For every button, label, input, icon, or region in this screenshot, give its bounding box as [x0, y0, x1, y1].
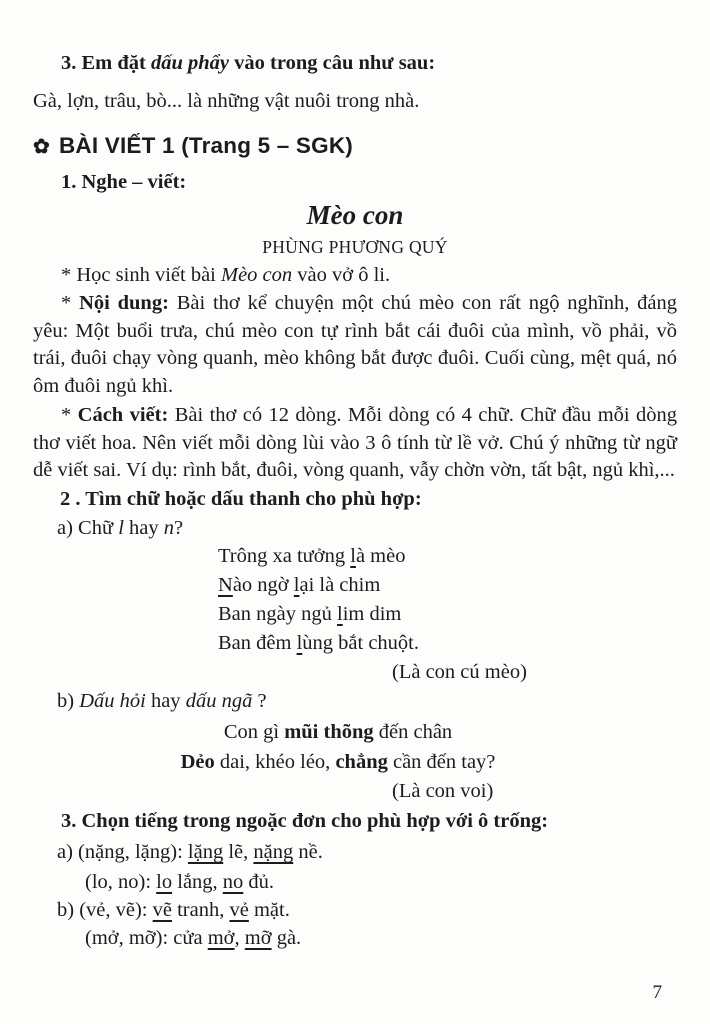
section-title: BÀI VIẾT 1 (Trang 5 – SGK): [58, 133, 353, 158]
italic-text: dấu phẩy: [150, 52, 230, 74]
task3-label: 3. Chọn tiếng trong ngoặc đơn cho phù hợp với ô trống:: [61, 809, 549, 832]
task2a-answer: (Là con cú mèo): [392, 660, 527, 683]
text: * Học sinh viết bài: [61, 264, 221, 286]
prev-exercise-heading: [33, 50, 677, 77]
poem-line: [218, 629, 677, 658]
task2b-answer: (Là con voi): [392, 779, 494, 802]
text: hay: [145, 689, 186, 712]
task3-line-a1: [33, 839, 677, 866]
bold-text: Dẻo: [180, 750, 215, 773]
poem-title: Mèo con: [306, 200, 404, 230]
text: nề.: [293, 840, 323, 863]
text: ùng bắt chuột.: [302, 631, 419, 654]
text: (lo, no):: [85, 870, 157, 893]
text: (mở, mỡ): cửa: [85, 926, 208, 949]
text: b): [57, 689, 80, 712]
text: đủ.: [243, 870, 275, 893]
task2b-prompt: [33, 688, 677, 715]
underlined-answer: lặng: [187, 840, 224, 863]
text: tranh,: [171, 898, 230, 921]
underlined-answer: l: [337, 602, 343, 625]
text: cần đến tay?: [387, 750, 496, 773]
prev-exercise-answer: Gà, lợn, trâu, bò... là những vật nuôi trong nhà.: [33, 90, 420, 112]
text: a) (nặng, lặng):: [57, 840, 188, 863]
task3-line-b2: [33, 925, 677, 952]
text: Ban ngày ngủ: [218, 602, 337, 625]
italic-text: Mèo con: [221, 264, 293, 286]
text: Bài thơ có 12 dòng. Mỗi dòng có 4 chữ. Chữ đầu mỗi dòng thơ viết hoa. Nên viết mỗi dòng lùi vào 3 ô tính từ lề vở. Chú ý những từ ngữ dễ viết sai. Ví dụ: rình bắt, đuôi, vòng quanh, vẫy chờn vờn, tất bật, ngủ khì,...: [33, 404, 677, 481]
florette-icon: ✿: [33, 136, 50, 158]
text: *: [61, 292, 80, 314]
bold-text: Cách viết:: [77, 404, 169, 426]
text: ?: [252, 689, 267, 712]
text: Con gì: [223, 720, 285, 743]
text: 3. Em đặt: [61, 52, 151, 74]
section-heading: [33, 131, 677, 162]
riddle-line: [33, 717, 643, 747]
text: ại là chim: [299, 573, 381, 596]
page-number: 7: [652, 982, 662, 1003]
text: lẽ,: [223, 840, 254, 863]
text: Trông xa tưởng: [218, 544, 351, 567]
text: dai, khéo léo,: [214, 750, 336, 773]
poem-line: [218, 571, 677, 600]
text: gà.: [271, 926, 302, 949]
text: vào vở ô li.: [292, 264, 391, 286]
text: ?: [174, 516, 184, 539]
text: im dim: [342, 602, 402, 625]
text: lắng,: [172, 870, 223, 893]
bold-text: chẳng: [335, 750, 388, 773]
underlined-answer: mở: [207, 926, 235, 949]
task3-line-b1: [33, 897, 677, 924]
student-note: [33, 262, 677, 289]
underlined-answer: lo: [156, 870, 173, 893]
text: a) Chữ: [57, 516, 119, 539]
poem-line: [218, 542, 677, 571]
underlined-answer: no: [222, 870, 244, 893]
underlined-answer: mỡ: [244, 926, 272, 949]
italic-text: l: [118, 516, 124, 539]
text: à mèo: [355, 544, 406, 567]
underlined-answer: nặng: [253, 840, 294, 863]
text: *: [61, 404, 78, 426]
italic-text: dấu ngã: [185, 689, 253, 712]
task2-label: 2 . Tìm chữ hoặc dấu thanh cho phù hợp:: [60, 487, 422, 510]
italic-text: Dấu hỏi: [79, 689, 146, 712]
text: Ban đêm: [218, 631, 297, 654]
poem-author: PHÙNG PHƯƠNG QUÝ: [262, 237, 448, 257]
underlined-answer: l: [293, 573, 300, 596]
underlined-answer: N: [218, 573, 233, 596]
task1-label: 1. Nghe – viết:: [61, 171, 187, 193]
content-note: [33, 290, 677, 400]
underlined-answer: vẻ: [229, 898, 249, 921]
underlined-answer: l: [350, 544, 356, 567]
text: đến chân: [373, 720, 453, 743]
task2b-riddle: [33, 717, 643, 777]
riddle-line: [33, 747, 643, 777]
text: ào ngờ: [232, 573, 294, 596]
poem-line: [218, 600, 677, 629]
underlined-answer: l: [296, 631, 303, 654]
task2a-prompt: [33, 515, 677, 542]
bold-text: Nội dung:: [79, 292, 169, 314]
prev-exercise: [33, 50, 677, 115]
bold-text: mũi thõng: [284, 720, 374, 743]
text: vào trong câu như sau:: [229, 52, 436, 74]
text: hay: [123, 516, 164, 539]
italic-text: n: [163, 516, 175, 539]
text: ,: [234, 926, 245, 949]
underlined-answer: vẽ: [152, 898, 172, 921]
task2a-poem: [33, 542, 677, 658]
task3-line-a2: [33, 869, 677, 896]
text: b) (vẻ, vẽ):: [57, 898, 153, 921]
writing-note: [33, 402, 677, 485]
text: mặt.: [248, 898, 290, 921]
text: Bài thơ kể chuyện một chú mèo con rất ngộ nghĩnh, đáng yêu: Một buổi trưa, chú mèo con tự rình bắt cái đuôi của mình, vồ phải, vồ trái, đuôi chạy vòng quanh, mèo không bắt được đuôi. Cuối cùng, mệt quá, nó ôm đuôi ngủ khì.: [33, 292, 678, 397]
